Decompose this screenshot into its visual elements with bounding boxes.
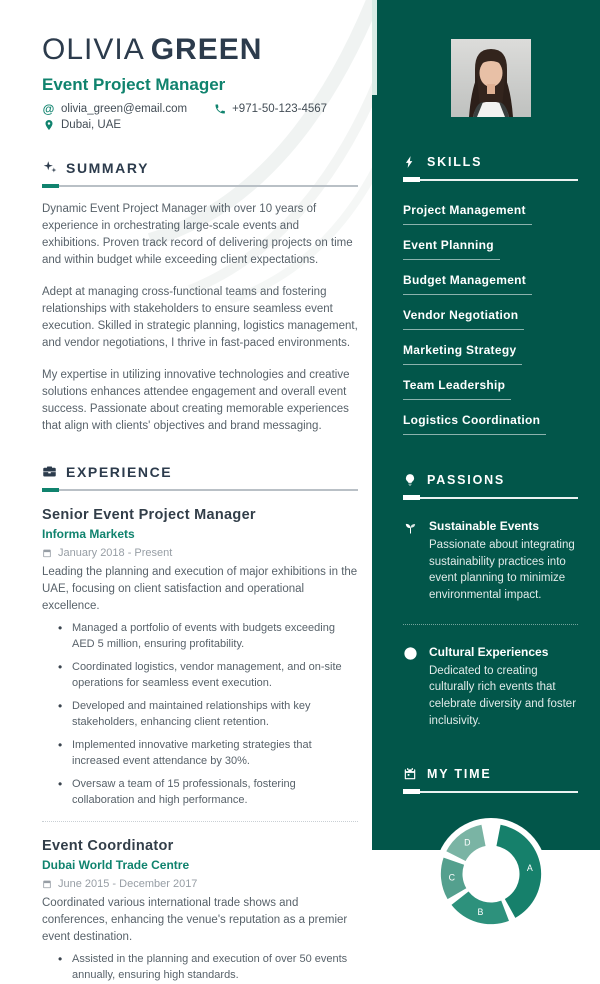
email-text[interactable]: olivia_green@email.com <box>61 103 187 115</box>
skills-list <box>403 203 578 435</box>
contact-row <box>42 103 358 132</box>
pin-icon <box>42 119 55 132</box>
my-time-chart-wrap <box>403 815 578 938</box>
location-text: Dubai, UAE <box>61 119 121 131</box>
job-entry <box>42 838 358 984</box>
donut-segment-label: A <box>526 863 532 873</box>
job-bullet: • Managed a portfolio of events with budgets exceeding AED 5 million, ensuring profitability. <box>56 621 358 653</box>
section-divider <box>42 185 358 187</box>
summary-paragraph: Dynamic Event Project Manager with over 10 years of experience in orchestrating large-scale events and exhibitions. Proven track record of delivering projects on time and within budget while exceeding client expectations. <box>42 201 358 270</box>
passions-section <box>403 473 578 729</box>
calendar-small-icon <box>42 548 52 558</box>
eco-sprout-icon <box>403 520 419 604</box>
contact-phone[interactable] <box>213 103 327 116</box>
skill-item: Vendor Negotiation <box>403 308 524 330</box>
person-title: Event Project Manager <box>42 75 358 95</box>
skill-item: Team Leadership <box>403 378 511 400</box>
last-name: GREEN <box>151 33 263 66</box>
job-title: Event Coordinator <box>42 838 358 854</box>
calendar-small-icon <box>42 879 52 889</box>
sparkle-icon <box>42 160 57 175</box>
my-time-section <box>403 767 578 938</box>
passion-item <box>403 645 578 730</box>
passion-title: Sustainable Events <box>429 519 578 533</box>
job-title: Senior Event Project Manager <box>42 507 358 523</box>
skill-item: Logistics Coordination <box>403 413 546 435</box>
summary-paragraph: My expertise in utilizing innovative technologies and creative solutions enhances attendee engagement and overall event success. Passionate about creating memorable experiences that align with clients' objectives and brand messaging. <box>42 367 358 436</box>
phone-text[interactable]: +971-50-123-4567 <box>232 103 327 115</box>
passion-title: Cultural Experiences <box>429 645 578 659</box>
skills-heading: SKILLS <box>427 155 482 169</box>
person-name <box>42 34 358 66</box>
job-divider <box>42 821 358 822</box>
summary-section <box>42 160 358 436</box>
section-divider <box>403 179 578 181</box>
globe-icon <box>403 646 419 730</box>
job-entry <box>42 507 358 809</box>
donut-segment-label: B <box>477 907 483 917</box>
first-name: OLIVIA <box>42 33 145 66</box>
donut-segment-label: C <box>448 873 455 883</box>
job-company: Dubai World Trade Centre <box>42 858 358 872</box>
passion-item <box>403 519 578 604</box>
job-bullet-list <box>56 952 358 984</box>
job-bullet-list <box>56 621 358 808</box>
lightbulb-icon <box>403 473 417 487</box>
contact-email[interactable] <box>42 103 187 116</box>
at-icon: @ <box>42 103 55 116</box>
section-divider <box>403 497 578 499</box>
job-company: Informa Markets <box>42 527 358 541</box>
skill-item: Marketing Strategy <box>403 343 522 365</box>
skill-item: Event Planning <box>403 238 500 260</box>
job-bullet: • Assisted in the planning and execution of over 50 events annually, ensuring high standards. <box>56 952 358 984</box>
job-bullet: • Developed and maintained relationships with key stakeholders, enhancing client retention. <box>56 699 358 731</box>
experience-heading: EXPERIENCE <box>66 464 172 480</box>
job-dates: June 2015 - December 2017 <box>58 878 197 890</box>
my-time-heading: MY TIME <box>427 767 491 781</box>
briefcase-icon <box>42 464 57 479</box>
my-time-donut-chart <box>432 815 550 933</box>
donut-segment-label: D <box>464 838 470 848</box>
job-lead: Leading the planning and execution of major exhibitions in the UAE, focusing on client satisfaction and operational excellence. <box>42 564 358 616</box>
lightning-icon <box>403 155 417 169</box>
section-divider <box>403 791 578 793</box>
skills-section <box>403 155 578 435</box>
skill-item: Budget Management <box>403 273 532 295</box>
summary-paragraph: Adept at managing cross-functional teams and fostering relationships with stakeholders to ensure seamless event execution. Skilled in strategic planning, logistics management, and vendor negotiations, I thrive in fast-paced environments. <box>42 284 358 353</box>
passion-text: Dedicated to creating culturally rich events that celebrate diversity and foster inclusivity. <box>429 663 578 730</box>
job-bullet: • Coordinated logistics, vendor management, and on-site operations for seamless event execution. <box>56 660 358 692</box>
skill-item: Project Management <box>403 203 532 225</box>
job-dates: January 2018 - Present <box>58 547 172 559</box>
job-bullet: • Implemented innovative marketing strategies that increased event attendance by 30%. <box>56 738 358 770</box>
sidebar-top-accent <box>372 0 377 95</box>
sidebar <box>372 0 600 850</box>
profile-photo <box>451 39 531 117</box>
phone-icon <box>213 103 226 116</box>
passion-divider <box>403 624 578 625</box>
job-lead: Coordinated various international trade shows and conferences, enhancing the venue's reputation as a premier event destination. <box>42 895 358 947</box>
job-bullet: • Oversaw a team of 15 professionals, fostering collaboration and high performance. <box>56 777 358 809</box>
passions-heading: PASSIONS <box>427 473 505 487</box>
passion-text: Passionate about integrating sustainability practices into event planning to minimize environmental impact. <box>429 537 578 604</box>
section-divider <box>42 489 358 491</box>
summary-heading: SUMMARY <box>66 160 149 176</box>
experience-section <box>42 464 358 984</box>
calendar-icon <box>403 767 417 781</box>
contact-location <box>42 119 121 132</box>
